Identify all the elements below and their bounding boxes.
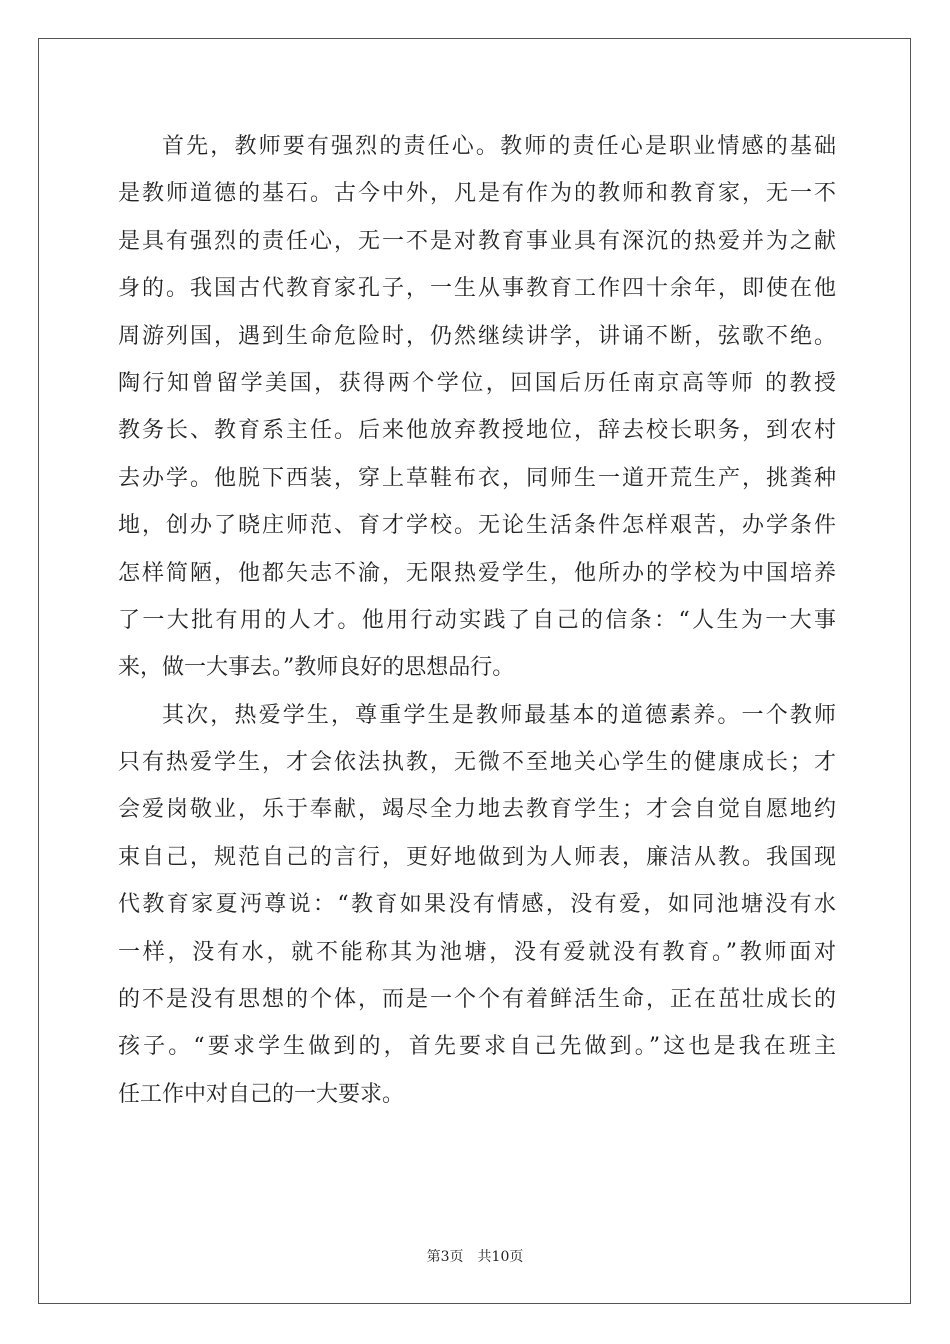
text-line: 会爱岗敬业，乐于奉献，竭尽全力地去教育学生；才会自觉自愿地约	[118, 797, 836, 823]
text-line: 怎样简陋，他都矢志不渝，无限热爱学生，他所办的学校为中国培养	[118, 560, 836, 586]
text-line: 只有热爱学生，才会依法执教，无微不至地关心学生的健康成长；才	[118, 750, 836, 776]
text-line: 周游列国，遇到生命危险时，仍然继续讲学，讲诵不断，弦歌不绝。	[118, 323, 836, 349]
text-line: 一样，没有水，就不能称其为池塘，没有爱就没有教育。”教师面对	[118, 939, 836, 965]
paragraph-2	[118, 692, 836, 1119]
paragraph-1	[118, 123, 836, 692]
text-line: 其次，热爱学生，尊重学生是教师最基本的道德素养。一个教师	[162, 702, 836, 728]
page-total: 共10页	[477, 1249, 524, 1265]
text-line: 去办学。他脱下西装，穿上草鞋布衣，同师生一道开荒生产，挑粪种	[118, 465, 836, 491]
document-body	[118, 123, 836, 1118]
text-line: 束自己，规范自己的言行，更好地做到为人师表，廉洁从教。我国现	[118, 844, 836, 870]
text-line: 任工作中对自己的一大要求。	[118, 1081, 405, 1107]
text-line: 来，做一大事去。”教师良好的思想品行。	[118, 655, 515, 681]
text-line: 教务长、教育系主任。后来他放弃教授地位，辞去校长职务，到农村	[118, 418, 836, 444]
text-line: 是具有强烈的责任心，无一不是对教育事业具有深沉的热爱并为之献	[118, 228, 836, 254]
page-footer	[0, 1246, 950, 1266]
text-line: 身的。我国古代教育家孔子，一生从事教育工作四十余年，即使在他	[118, 276, 836, 302]
text-line: 了一大批有用的人才。他用行动实践了自己的信条：“人生为一大事	[118, 607, 836, 633]
text-line: 陶行知曾留学美国，获得两个学位，回国后历任南京高等师 的教授	[118, 370, 836, 396]
text-line: 的不是没有思想的个体，而是一个个有着鲜活生命，正在茁壮成长的	[118, 987, 836, 1013]
text-line: 首先，教师要有强烈的责任心。教师的责任心是职业情感的基础	[162, 134, 836, 159]
page-number: 第3页	[426, 1249, 464, 1265]
text-line: 是教师道德的基石。古今中外，凡是有作为的教师和教育家，无一不	[118, 181, 836, 207]
text-line: 代教育家夏沔尊说：“教育如果没有情感，没有爱，如同池塘没有水	[118, 892, 836, 918]
text-line: 孩子。“要求学生做到的，首先要求自己先做到。”这也是我在班主	[118, 1034, 836, 1060]
text-line: 地，创办了晓庄师范、育才学校。无论生活条件怎样艰苦，办学条件	[118, 513, 836, 539]
